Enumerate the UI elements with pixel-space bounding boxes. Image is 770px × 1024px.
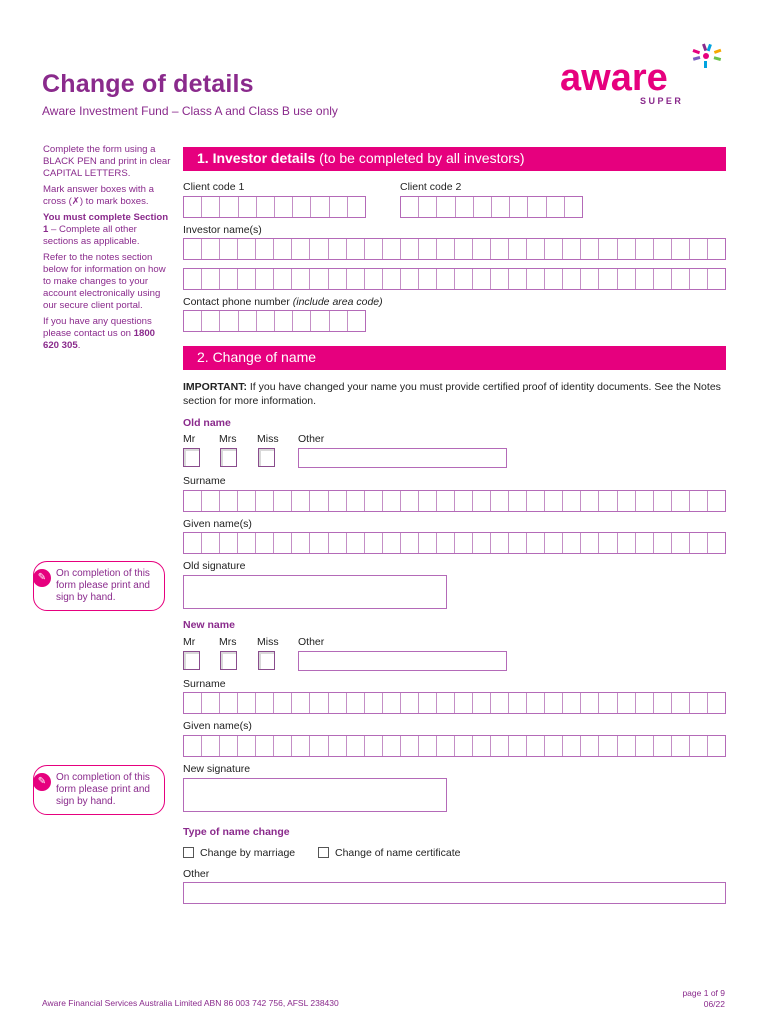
new-title-mr-label: Mr	[183, 636, 196, 648]
other-change-input[interactable]	[183, 882, 726, 904]
client-code-1-input[interactable]	[183, 196, 366, 218]
pen-icon: ✎	[33, 569, 51, 587]
old-given-names-label: Given name(s)	[183, 518, 252, 530]
new-surname-input[interactable]	[183, 692, 726, 714]
old-signature-field[interactable]	[183, 575, 447, 609]
new-title-mrs-checkbox[interactable]	[220, 651, 237, 670]
sign-by-hand-note-new: On completion of this form please print and sign by hand.	[33, 765, 165, 815]
instruction-contact: If you have any questions please contact us on 1800 620 305.	[43, 316, 156, 351]
instruction-section1: You must complete Section 1 – Complete all other sections as applicable.	[43, 212, 169, 247]
old-given-names-input[interactable]	[183, 532, 726, 554]
svg-text:S U P E R: S U P E R	[640, 96, 681, 106]
old-name-heading: Old name	[183, 417, 231, 429]
contact-phone-label: Contact phone number (include area code)	[183, 296, 383, 308]
old-title-miss-checkbox[interactable]	[258, 448, 275, 467]
old-title-mrs-label: Mrs	[219, 433, 237, 445]
old-signature-label: Old signature	[183, 560, 246, 572]
pen-icon: ✎	[33, 773, 51, 791]
client-code-2-input[interactable]	[400, 196, 583, 218]
new-signature-field[interactable]	[183, 778, 447, 812]
page-subtitle: Aware Investment Fund – Class A and Class B use only	[42, 104, 338, 118]
type-of-change-heading: Type of name change	[183, 826, 290, 838]
old-title-other-input[interactable]	[298, 448, 507, 468]
instruction-notes: Refer to the notes section below for information on how to make changes to your account electronically using our secure client portal.	[43, 252, 166, 311]
investor-names-label: Investor name(s)	[183, 224, 262, 236]
sunburst-icon	[692, 43, 721, 68]
change-of-name-certificate-checkbox[interactable]	[318, 847, 329, 858]
contact-phone[interactable]: 1800 620 305	[43, 328, 156, 351]
old-surname-label: Surname	[183, 475, 226, 487]
instruction-pen: Complete the form using a BLACK PEN and print in clear CAPITAL LETTERS.	[43, 144, 171, 179]
new-title-other-input[interactable]	[298, 651, 507, 671]
svg-text:aware: aware	[560, 57, 668, 99]
client-code-2-label: Client code 2	[400, 181, 462, 193]
new-title-mr-checkbox[interactable]	[183, 651, 200, 670]
old-title-mr-label: Mr	[183, 433, 196, 445]
new-name-heading: New name	[183, 619, 235, 631]
section-2-heading: 2. Change of name	[183, 346, 726, 370]
other-change-label: Other	[183, 868, 210, 880]
client-code-1-label: Client code 1	[183, 181, 245, 193]
new-title-mrs-label: Mrs	[219, 636, 237, 648]
page-number: page 1 of 9 06/22	[682, 988, 725, 1009]
new-title-miss-label: Miss	[257, 636, 279, 648]
old-surname-input[interactable]	[183, 490, 726, 512]
old-title-other-label: Other	[298, 433, 325, 445]
new-title-other-label: Other	[298, 636, 325, 648]
instructions-sidebar	[43, 144, 171, 356]
aware-super-logo	[560, 42, 730, 108]
important-note: IMPORTANT: If you have changed your name you must provide certified proof of identity documents. See the Notes section for more information.	[183, 381, 721, 407]
change-by-marriage-label: Change by marriage	[200, 847, 296, 859]
new-title-miss-checkbox[interactable]	[258, 651, 275, 670]
footer-company: Aware Financial Services Australia Limited ABN 86 003 742 756, AFSL 238430	[42, 998, 339, 1008]
new-given-names-input[interactable]	[183, 735, 726, 757]
change-by-marriage-checkbox[interactable]	[183, 847, 194, 858]
old-title-miss-label: Miss	[257, 433, 279, 445]
page-title: Change of details	[42, 70, 254, 98]
new-signature-label: New signature	[183, 763, 251, 775]
contact-phone-input[interactable]	[183, 310, 366, 332]
new-given-names-label: Given name(s)	[183, 720, 252, 732]
section-1-heading: 1. Investor details (to be completed by all investors)	[183, 147, 726, 171]
new-surname-label: Surname	[183, 678, 226, 690]
old-title-mrs-checkbox[interactable]	[220, 448, 237, 467]
instruction-cross: Mark answer boxes with a cross (✗) to mark boxes.	[43, 184, 154, 207]
investor-name-line-1-input[interactable]	[183, 238, 726, 260]
investor-name-line-2-input[interactable]	[183, 268, 726, 290]
sign-by-hand-note-old: On completion of this form please print and sign by hand.	[33, 561, 165, 611]
old-title-mr-checkbox[interactable]	[183, 448, 200, 467]
change-of-name-certificate-label: Change of name certificate	[335, 847, 461, 859]
